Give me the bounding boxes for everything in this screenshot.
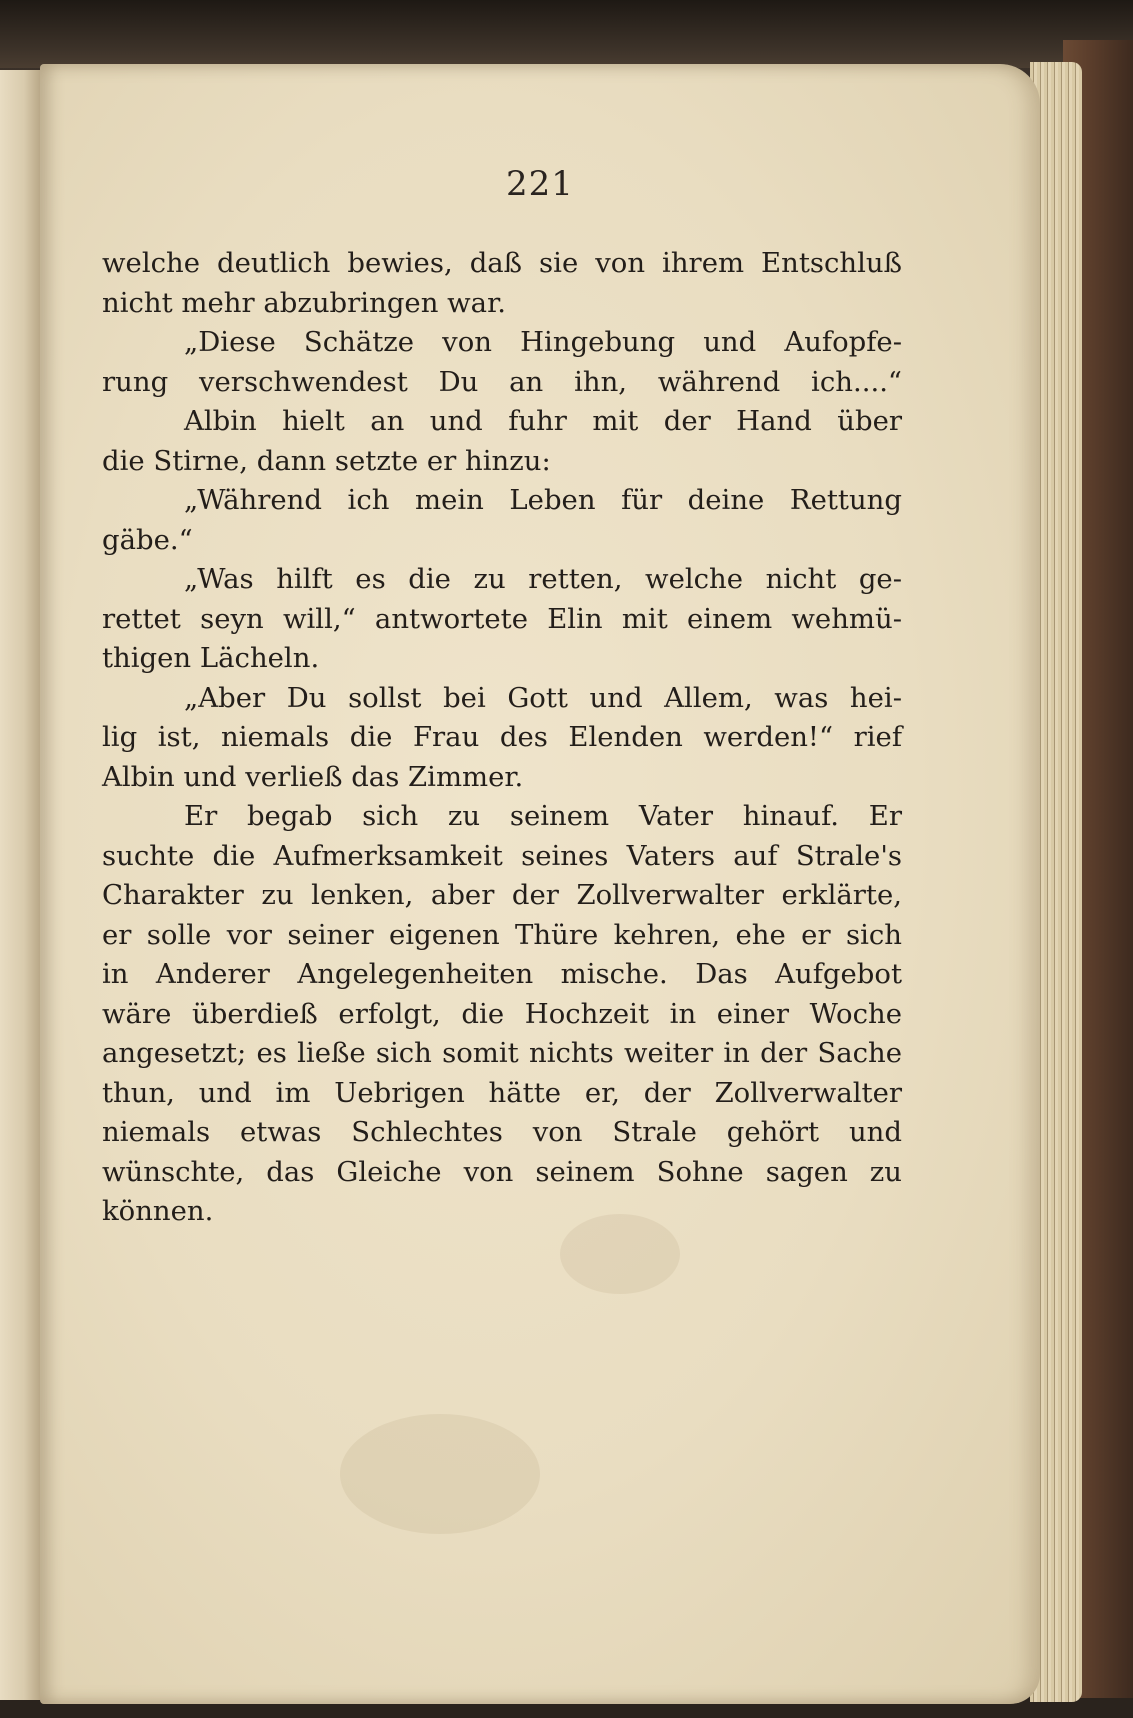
text-line: „Diese Schätze von Hingebung und Aufopfe- — [184, 326, 902, 358]
book-page — [40, 64, 1040, 1704]
book-cover-top — [0, 0, 1133, 68]
text-line: Albin hielt an und fuhr mit der Hand über — [184, 405, 902, 437]
text-line: Er begab sich zu seinem Vater hinauf. Er — [184, 800, 902, 832]
text-line: rung verschwendest Du an ihn, während ich....“ — [102, 365, 902, 398]
text-line: nicht mehr abzubringen war. — [102, 286, 506, 319]
text-line: angesetzt; es ließe sich somit nichts weiter in der Sache — [102, 1037, 902, 1069]
text-line: „Aber Du sollst bei Gott und Allem, was hei- — [184, 681, 902, 714]
paper-stain — [340, 1414, 540, 1534]
page-number: 221 — [506, 164, 574, 204]
text-line: welche deutlich bewies, daß sie von ihrem Entschluß — [102, 247, 902, 279]
text-line: thun, und im Uebrigen hätte er, der Zollverwalter — [102, 1076, 902, 1109]
text-line: er solle vor seiner eigenen Thüre kehren, ehe er sich — [102, 918, 902, 951]
text-line: die Stirne, dann setzte er hinzu: — [102, 444, 551, 477]
text-line: können. — [102, 1195, 214, 1227]
text-line: gäbe.“ — [102, 523, 193, 556]
text-line: wünschte, das Gleiche von seinem Sohne sagen zu — [102, 1155, 902, 1188]
text-line: wäre überdieß erfolgt, die Hochzeit in einer Woche — [102, 997, 902, 1030]
body-text — [102, 244, 902, 1232]
text-line: „Während ich mein Leben für deine Rettung — [184, 484, 902, 516]
text-line: thigen Lächeln. — [102, 642, 320, 674]
text-line: in Anderer Angelegenheiten mische. Das Aufgebot — [102, 958, 902, 990]
text-line: „Was hilft es die zu retten, welche nicht ge- — [184, 563, 902, 595]
text-line: rettet seyn will,“ antwortete Elin mit einem wehmü- — [102, 602, 902, 635]
text-line: niemals etwas Schlechtes von Strale gehört und — [102, 1116, 902, 1148]
text-line: lig ist, niemals die Frau des Elenden werden!“ rief — [102, 721, 902, 753]
left-page-edge — [0, 70, 42, 1700]
text-line: suchte die Aufmerksamkeit seines Vaters auf Strale's — [102, 839, 902, 872]
text-line: Albin und verließ das Zimmer. — [102, 760, 524, 793]
text-line: Charakter zu lenken, aber der Zollverwalter erklärte, — [102, 879, 902, 911]
